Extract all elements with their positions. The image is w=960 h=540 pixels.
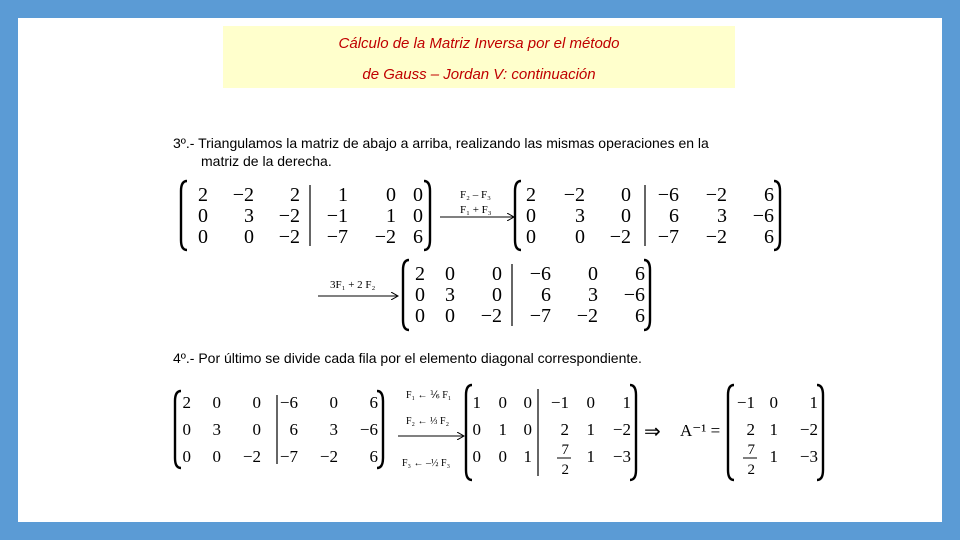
matrix-cell: 0 [769, 393, 778, 412]
matrix-cell: 7 [561, 442, 569, 458]
matrix-left-bracket [181, 181, 187, 250]
matrix-left-bracket [515, 181, 521, 250]
matrix-left-bracket [728, 385, 734, 480]
matrix-cell: 0 [621, 184, 631, 206]
matrix-cell: −2 [480, 305, 502, 327]
matrix-right-bracket [424, 181, 430, 250]
matrix-cell: 2 [415, 263, 425, 285]
matrix-cell: 6 [635, 263, 645, 285]
matrix-cell: 6 [369, 393, 378, 412]
matrix-cell: 0 [492, 263, 502, 285]
matrix-cell: −3 [799, 447, 818, 466]
matrix-cell: 0 [415, 305, 425, 327]
matrix-cell: −6 [623, 284, 645, 306]
matrix-left-bracket [466, 385, 472, 480]
matrix-cell: −7 [657, 226, 679, 248]
matrix-cell: 2 [198, 184, 208, 206]
matrix-cell: −6 [657, 184, 679, 206]
matrix-cell: 0 [526, 205, 536, 227]
matrix-cell: −6 [279, 393, 298, 412]
title-line-2: de Gauss – Jordan V: continuación [362, 66, 596, 83]
matrix-cell: 0 [182, 420, 191, 439]
matrix-cell: −3 [612, 447, 631, 466]
matrix-cell: 0 [198, 205, 208, 227]
matrix-cell: 0 [329, 393, 338, 412]
slide [18, 18, 942, 522]
matrix-cell: 1 [769, 447, 778, 466]
op-label: F₃ ← –½ F₃ [402, 458, 451, 469]
matrix-cell: 1 [386, 205, 396, 227]
matrix-cell: −2 [612, 420, 631, 439]
matrix-cell: 2 [526, 184, 536, 206]
matrix-cell: 3 [575, 205, 585, 227]
step-4-text: 4º.- Por último se divide cada fila por el elemento diagonal correspondiente. [173, 350, 642, 366]
matrix-cell: 1 [586, 420, 595, 439]
matrix-cell: −6 [752, 205, 774, 227]
matrix-cell: 0 [252, 420, 261, 439]
matrix-cell: −2 [705, 226, 727, 248]
matrix-cell: 0 [575, 226, 585, 248]
op-label: F₁ ← ⅙ F₁ [406, 390, 452, 401]
matrix-cell: 1 [586, 447, 595, 466]
matrix-cell: 0 [472, 447, 481, 466]
matrix-cell: 1 [523, 447, 532, 466]
matrix-cell: 3 [329, 420, 338, 439]
matrix-cell: 1 [809, 393, 818, 412]
matrix-cell: −2 [278, 205, 300, 227]
matrix-cell: −1 [736, 393, 755, 412]
matrix-cell: 3 [717, 205, 727, 227]
matrix-cell: −2 [242, 447, 261, 466]
matrix-cell: −2 [374, 226, 396, 248]
matrix-cell: 0 [413, 205, 423, 227]
matrix-cell: 0 [586, 393, 595, 412]
matrix-cell: 1 [769, 420, 778, 439]
matrix-cell: 3 [445, 284, 455, 306]
step-3-line-1: 3º.- Triangulamos la matriz de abajo a arriba, realizando las mismas operaciones en la [173, 135, 709, 151]
matrix-cell: 3 [244, 205, 254, 227]
matrix-cell: 2 [182, 393, 191, 412]
matrix-cell: 0 [252, 393, 261, 412]
matrix-cell: 1 [622, 393, 631, 412]
matrix-cell: 6 [635, 305, 645, 327]
op-label: F₂ ← ⅓ F₂ [406, 416, 450, 427]
matrix-cell: 0 [523, 420, 532, 439]
matrix-cell: 0 [182, 447, 191, 466]
matrix-cell: 6 [369, 447, 378, 466]
matrix-cell: −2 [705, 184, 727, 206]
matrix-cell: 0 [413, 184, 423, 206]
matrix-cell: 3 [588, 284, 598, 306]
matrix-cell: 1 [498, 420, 507, 439]
matrix-cell: −7 [279, 447, 298, 466]
matrix-cell: 6 [289, 420, 298, 439]
matrix-cell: 2 [746, 420, 755, 439]
math-figure [18, 18, 942, 522]
matrix-cell: 6 [669, 205, 679, 227]
matrix-cell: −2 [319, 447, 338, 466]
matrix-cell: 0 [212, 393, 221, 412]
implies-symbol: ⇒ [644, 421, 661, 443]
matrix-cell: 0 [498, 447, 507, 466]
matrix-cell: 3 [212, 420, 221, 439]
matrix-cell: 0 [212, 447, 221, 466]
matrix-cell: 1 [472, 393, 481, 412]
matrix-cell: −1 [550, 393, 569, 412]
matrix-cell: 2 [290, 184, 300, 206]
matrix-cell: 0 [386, 184, 396, 206]
op-label: F₂ – F₃ [460, 189, 491, 201]
matrix-cell: 0 [523, 393, 532, 412]
matrix-cell: 0 [445, 263, 455, 285]
matrix-cell: 0 [498, 393, 507, 412]
matrix-cell: 0 [621, 205, 631, 227]
matrix-cell: 7 [747, 442, 755, 458]
matrix-cell: 6 [413, 226, 423, 248]
matrix-cell: 0 [472, 420, 481, 439]
matrix-left-bracket [403, 260, 409, 330]
matrix-cell: 0 [526, 226, 536, 248]
matrix-cell: −6 [359, 420, 378, 439]
op-label: F₁ + F₃ [460, 204, 492, 216]
matrix-left-bracket [175, 391, 181, 468]
matrix-cell: 0 [198, 226, 208, 248]
matrix-cell: 0 [445, 305, 455, 327]
matrix-cell: 6 [764, 184, 774, 206]
title-line-1: Cálculo de la Matriz Inversa por el método [338, 35, 620, 52]
matrix-cell: 6 [764, 226, 774, 248]
matrix-cell: −7 [326, 226, 348, 248]
matrix-cell: −2 [609, 226, 631, 248]
matrix-right-bracket [774, 181, 780, 250]
step-3-line-2: matriz de la derecha. [201, 153, 332, 169]
matrix-cell: 2 [747, 462, 755, 478]
op-label: 3F₁ + 2 F₂ [330, 279, 376, 291]
matrix-cell: 2 [561, 462, 569, 478]
matrix-cell: −2 [799, 420, 818, 439]
matrix-cell: −2 [563, 184, 585, 206]
matrix-cell: −2 [576, 305, 598, 327]
matrix-cell: −2 [232, 184, 254, 206]
matrix-cell: 0 [244, 226, 254, 248]
matrix-cell: 6 [541, 284, 551, 306]
matrix-cell: −1 [326, 205, 348, 227]
matrix-cell: 0 [415, 284, 425, 306]
matrix-cell: 0 [492, 284, 502, 306]
matrix-cell: −7 [529, 305, 551, 327]
matrix-cell: 2 [560, 420, 569, 439]
inverse-label: A⁻¹ = [680, 421, 721, 440]
matrix-cell: −2 [278, 226, 300, 248]
matrix-cell: 1 [338, 184, 348, 206]
matrix-cell: −6 [529, 263, 551, 285]
matrix-cell: 0 [588, 263, 598, 285]
